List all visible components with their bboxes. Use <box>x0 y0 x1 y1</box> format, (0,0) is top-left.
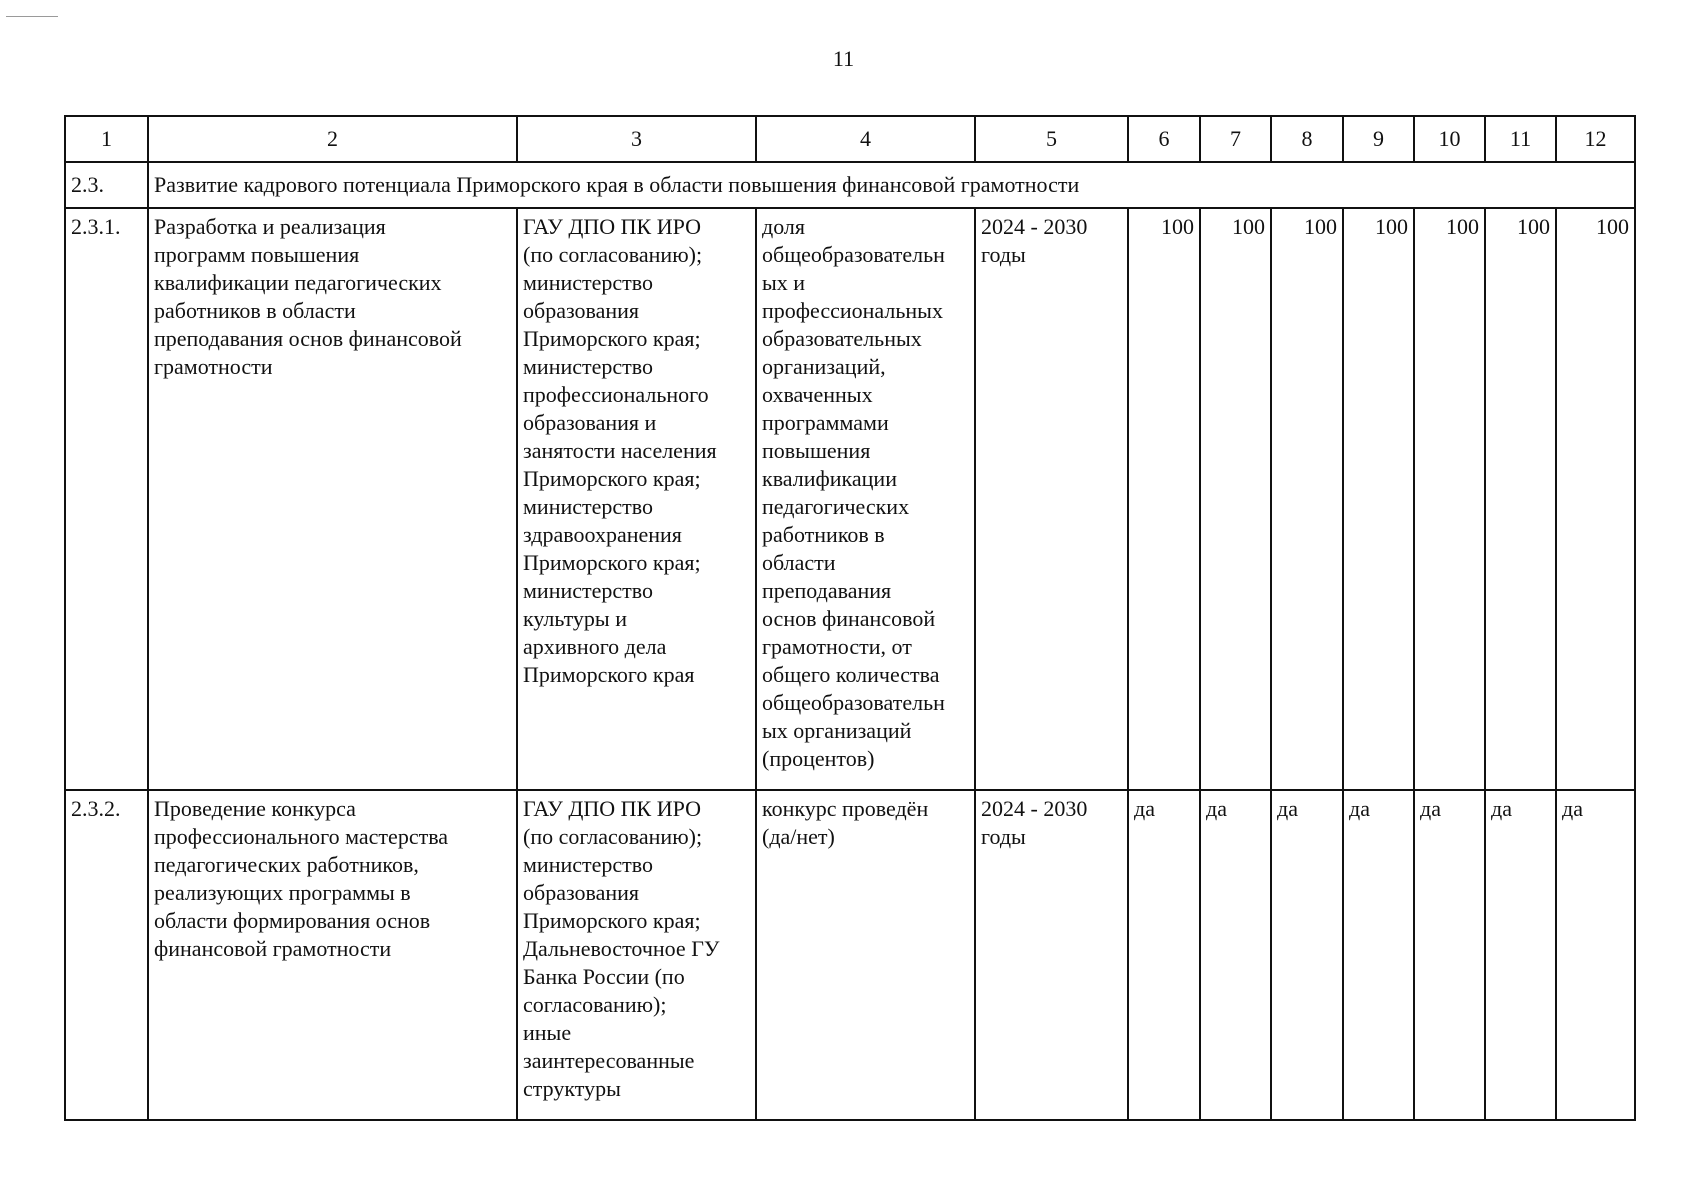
column-number-cell: 5 <box>975 116 1128 162</box>
column-number-cell: 8 <box>1271 116 1343 162</box>
value-cell: 100 <box>1556 208 1635 790</box>
section-row <box>65 162 1635 208</box>
row-number: 2.3.2. <box>65 790 148 1120</box>
column-number-cell: 10 <box>1414 116 1485 162</box>
table-row <box>65 208 1635 790</box>
column-number-cell: 6 <box>1128 116 1200 162</box>
event-cell: Проведение конкурса профессионального мастерства педагогических работников, реализующих программы в области формирования основ финансовой грамотности <box>148 790 517 1120</box>
section-number: 2.3. <box>65 162 148 208</box>
period-cell: 2024 - 2030 годы <box>975 790 1128 1120</box>
value-cell: да <box>1414 790 1485 1120</box>
value-cell: да <box>1200 790 1271 1120</box>
value-cell: да <box>1343 790 1414 1120</box>
value-cell: 100 <box>1343 208 1414 790</box>
column-number-cell: 9 <box>1343 116 1414 162</box>
column-number-cell: 11 <box>1485 116 1556 162</box>
value-cell: да <box>1128 790 1200 1120</box>
value-cell: 100 <box>1414 208 1485 790</box>
plan-table <box>64 115 1636 1121</box>
executors-cell: ГАУ ДПО ПК ИРО (по согласованию); министерство образования Приморского края; Дальневосточное ГУ Банка России (по согласованию); иные заинтересованные структуры <box>517 790 756 1120</box>
column-number-cell: 2 <box>148 116 517 162</box>
period-cell: 2024 - 2030 годы <box>975 208 1128 790</box>
column-number-cell: 4 <box>756 116 975 162</box>
executors-cell: ГАУ ДПО ПК ИРО (по согласованию); министерство образования Приморского края; министерство профессионального образования и занятости населения Приморского края; министерство здравоохранения Приморского края; министерство культуры и архивного дела Приморского края <box>517 208 756 790</box>
value-cell: да <box>1485 790 1556 1120</box>
column-number-cell: 3 <box>517 116 756 162</box>
row-number: 2.3.1. <box>65 208 148 790</box>
event-cell: Разработка и реализация программ повышения квалификации педагогических работников в области преподавания основ финансовой грамотности <box>148 208 517 790</box>
column-number-cell: 12 <box>1556 116 1635 162</box>
value-cell: 100 <box>1485 208 1556 790</box>
column-number-cell: 1 <box>65 116 148 162</box>
value-cell: 100 <box>1128 208 1200 790</box>
page-number: 11 <box>832 46 855 71</box>
indicator-cell: конкурс проведён (да/нет) <box>756 790 975 1120</box>
column-number-row <box>65 116 1635 162</box>
value-cell: да <box>1271 790 1343 1120</box>
column-number-cell: 7 <box>1200 116 1271 162</box>
value-cell: 100 <box>1271 208 1343 790</box>
table-row <box>65 790 1635 1120</box>
scan-corner-mark <box>6 16 58 19</box>
value-cell: да <box>1556 790 1635 1120</box>
value-cell: 100 <box>1200 208 1271 790</box>
indicator-cell: доля общеобразовательн ых и профессиональных образовательных организаций, охваченных программами повышения квалификации педагогических работников в области преподавания основ финансовой грамотности, от общего количества общеобразовательн ых организаций (процентов) <box>756 208 975 790</box>
section-title: Развитие кадрового потенциала Приморского края в области повышения финансовой грамотности <box>148 162 1635 208</box>
